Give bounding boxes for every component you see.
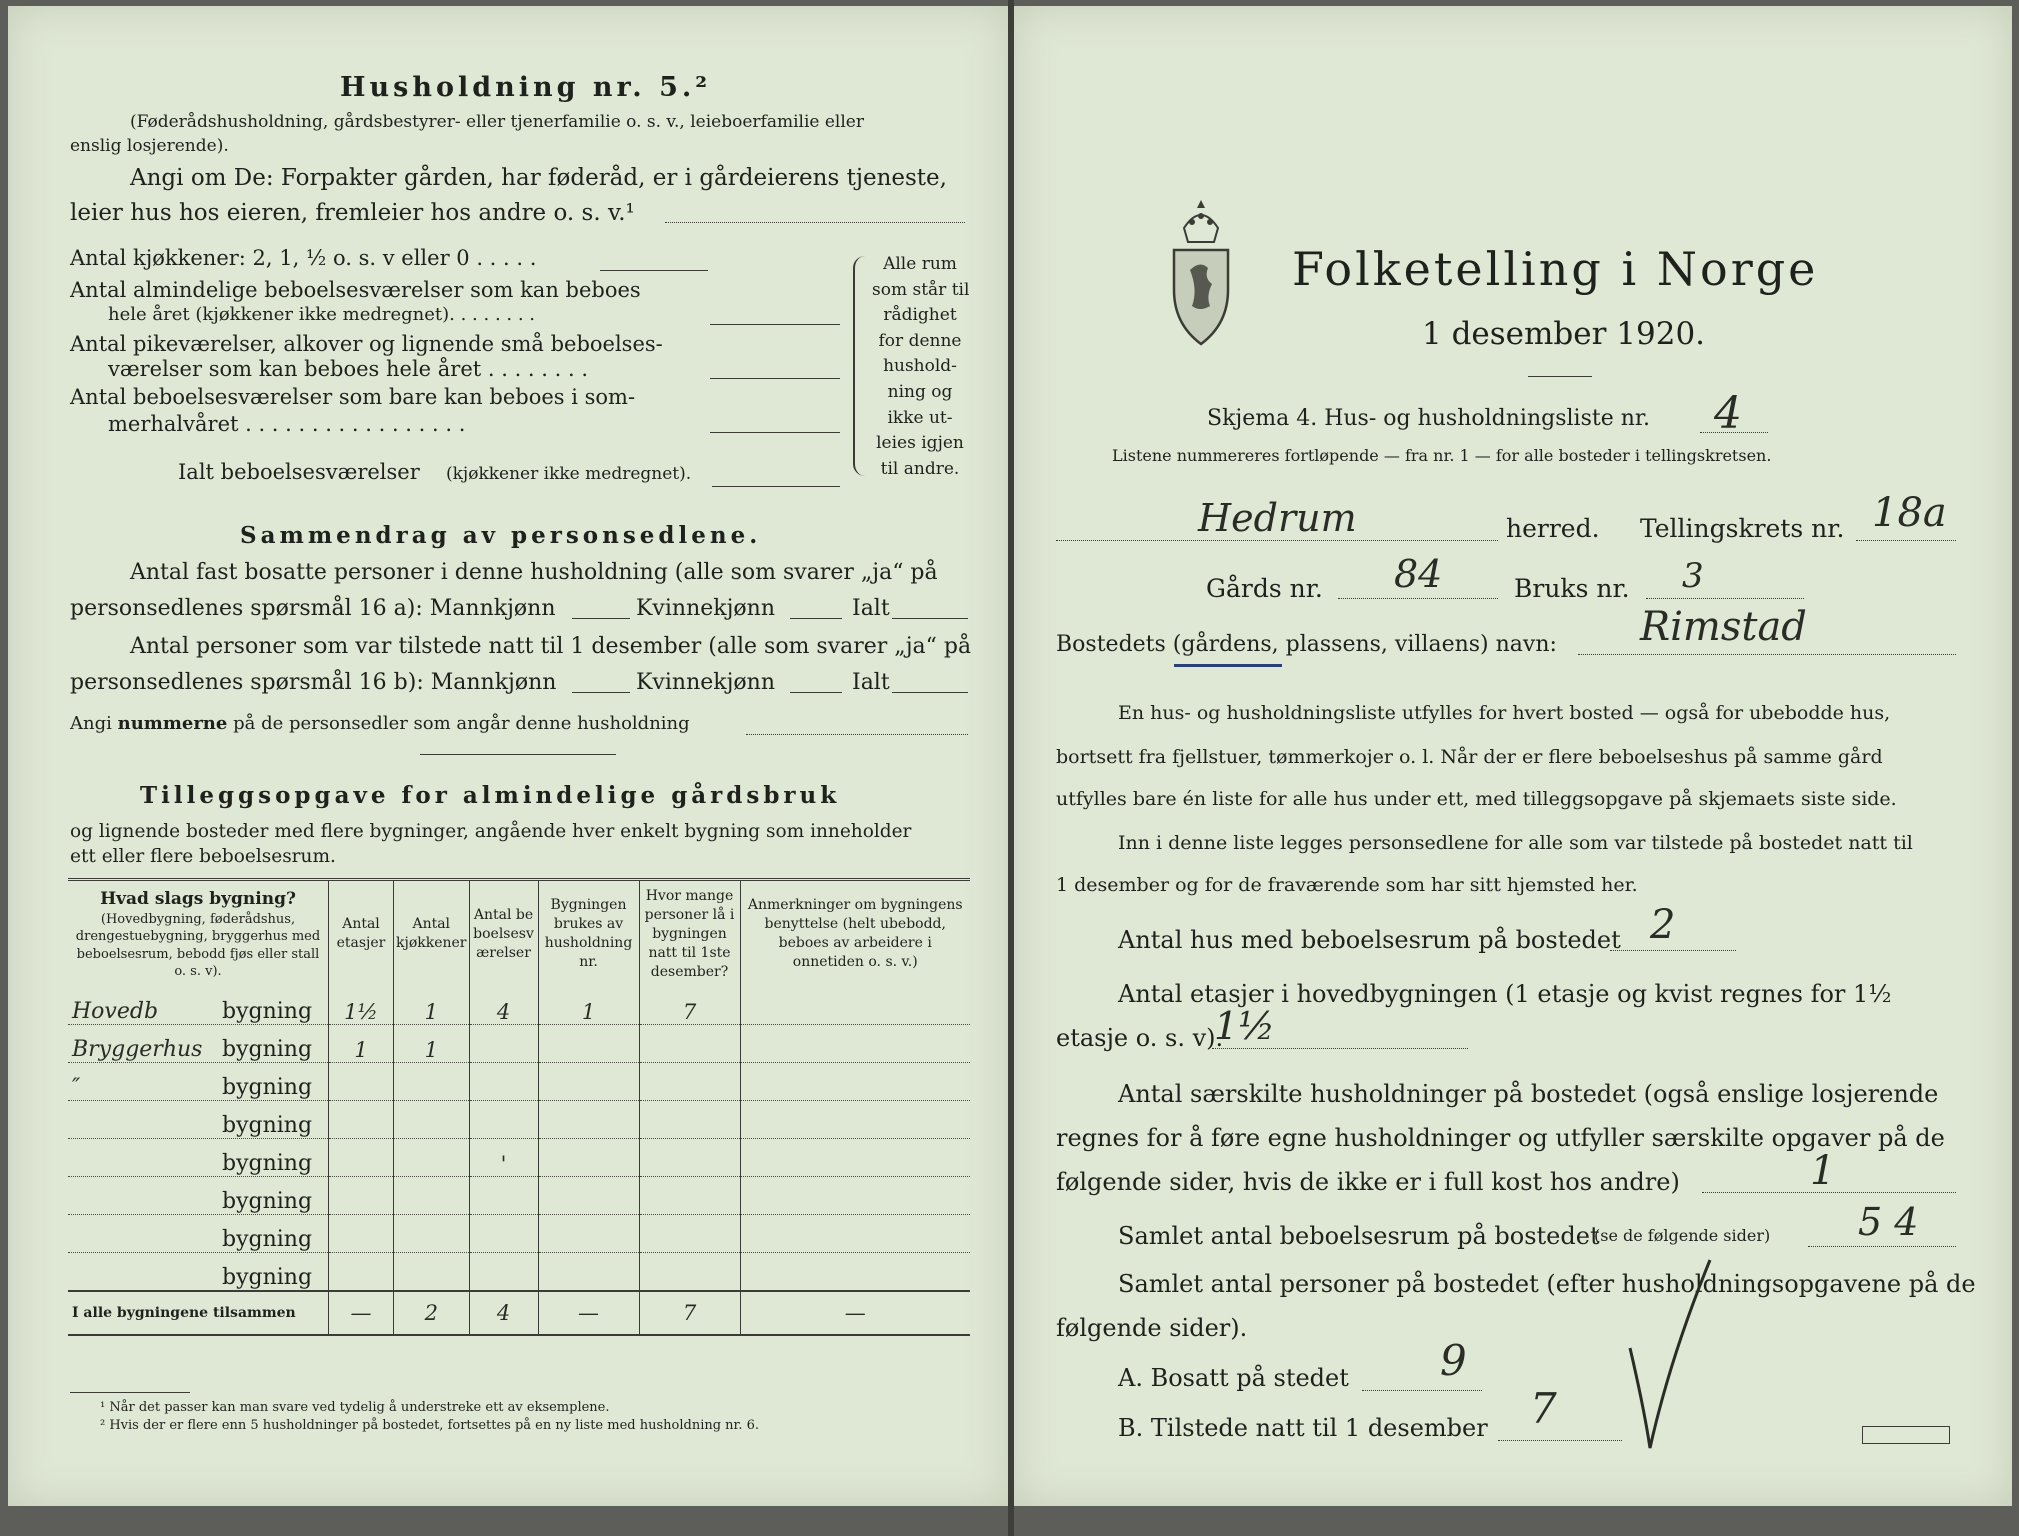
summary-resident-male-line xyxy=(572,618,630,619)
rooms-side-note xyxy=(872,252,968,482)
total-rooms-site-label: Samlet antal beboelsesrum på bostedet xyxy=(1118,1222,1600,1250)
footnote-1: ¹ Når det passer kan man svare ved tydelig å understreke ett av eksemplene. xyxy=(100,1400,610,1415)
cell-floors xyxy=(329,1139,394,1177)
cell-floors: 1½ xyxy=(329,987,394,1025)
schema-answer-line xyxy=(1700,432,1768,433)
footnote-rule xyxy=(70,1392,190,1393)
cell-persons xyxy=(639,1215,740,1253)
cell-rooms xyxy=(469,1101,538,1139)
floors-label-1: Antal etasjer i hovedbygningen (1 etasje og kvist regnes for 1½ xyxy=(1118,980,1892,1008)
header-building-type xyxy=(68,880,329,988)
total-kitchens: 2 xyxy=(394,1291,470,1335)
building-suffix: bygning xyxy=(222,1075,313,1101)
tenancy-answer-line xyxy=(665,222,965,223)
printer-stamp xyxy=(1862,1426,1950,1444)
total-remarks: — xyxy=(740,1291,970,1335)
tenancy-question-2: leier hus hos eieren, fremleier hos andre o. s. v.¹ xyxy=(70,200,635,226)
cell-persons xyxy=(639,1025,740,1063)
building-type-cell xyxy=(68,1025,329,1063)
cell-rooms xyxy=(469,1177,538,1215)
table-row xyxy=(68,987,970,1025)
section-divider xyxy=(420,754,616,755)
total-row xyxy=(68,1291,970,1335)
households-label-2: regnes for å føre egne husholdninger og utfyller særskilte opgaver på de xyxy=(1056,1124,1945,1152)
maid-rooms-answer-line xyxy=(710,378,840,379)
header-building-type-sub: (Hovedbygning, føderådshus, drengestuebygning, bryggerhus med beboelsesrum, bebodd fjøs eller stall o. s. v). xyxy=(75,911,321,980)
cell-kitchens xyxy=(394,1139,470,1177)
supplement-text-2: ett eller flere beboelsesrum. xyxy=(70,846,336,867)
side-note-line: leies igjen xyxy=(876,433,964,454)
checkmark-icon xyxy=(1624,1258,1714,1458)
schema-value: 4 xyxy=(1714,388,1742,439)
houses-value: 2 xyxy=(1650,902,1676,948)
summary-present-female-line xyxy=(790,692,842,693)
total-persons-label-1: Samlet antal personer på bostedet (efter husholdningsopgavene på de xyxy=(1118,1270,1976,1298)
building-type-cell xyxy=(68,1177,329,1215)
floors-answer-line xyxy=(1212,1048,1468,1049)
summary-numbers-answer-line xyxy=(746,734,968,735)
cell-persons: 7 xyxy=(639,987,740,1025)
building-type-cell xyxy=(68,987,329,1025)
summary-resident-female-label: Kvinnekjønn xyxy=(636,596,775,621)
summary-present-total-label: Ialt xyxy=(852,670,890,695)
resident-value: 9 xyxy=(1440,1336,1467,1385)
numbering-note: Listene nummereres fortløpende — fra nr. 1 — for alle bosteder i tellingskretsen. xyxy=(1112,446,1772,465)
cell-kitchens xyxy=(394,1063,470,1101)
total-rooms-site-note: (se de følgende sider) xyxy=(1594,1226,1771,1245)
bosted-label: Bostedets (gårdens, plassens, villaens) navn: xyxy=(1056,632,1557,657)
tenancy-question-1: Angi om De: Forpakter gården, har føderåd, er i gårdeierens tjeneste, xyxy=(130,165,947,191)
instructions-1: En hus- og husholdningsliste utfylles for hvert bosted — også for ubebodde hus, xyxy=(1118,702,1891,724)
total-rooms-site-value: 5 4 xyxy=(1858,1200,1919,1244)
present-answer-line xyxy=(1498,1440,1622,1441)
summary-resident-line-1: Antal fast bosatte personer i denne husholdning (alle som svarer „ja“ på xyxy=(130,560,938,585)
cell-kitchens xyxy=(394,1101,470,1139)
side-note-line: rådighet xyxy=(883,305,957,326)
supplement-heading: Tilleggsopgave for almindelige gårdsbruk xyxy=(140,782,841,809)
cell-remarks xyxy=(740,1101,970,1139)
ordinary-rooms-label-2: hele året (kjøkkener ikke medregnet). . . . . . . . xyxy=(108,304,535,325)
header-persons: Hvor mange personer lå i bygningen natt til 1ste desember? xyxy=(639,880,740,988)
cell-hh xyxy=(538,1101,639,1139)
cell-persons xyxy=(639,1253,740,1292)
cell-kitchens xyxy=(394,1177,470,1215)
cell-floors xyxy=(329,1253,394,1292)
cell-hh xyxy=(538,1215,639,1253)
summary-present-total-line xyxy=(892,692,968,693)
total-persons: 7 xyxy=(639,1291,740,1335)
total-floors: — xyxy=(329,1291,394,1335)
houses-answer-line xyxy=(1610,950,1736,951)
cell-remarks xyxy=(740,1215,970,1253)
census-title: Folketelling i Norge xyxy=(1292,242,1819,296)
rooms-brace xyxy=(853,256,865,476)
summary-resident-female-line xyxy=(790,618,842,619)
header-remarks: Anmerkninger om bygningens benyttelse (helt ubebodd, beboes av arbeidere i onnetiden o. s. v.) xyxy=(740,880,970,988)
table-row xyxy=(68,1063,970,1101)
gards-answer-line xyxy=(1338,598,1498,599)
building-suffix: bygning xyxy=(222,1037,313,1063)
total-hh: — xyxy=(538,1291,639,1335)
footnote-2: ² Hvis der er flere enn 5 husholdninger på bostedet, fortsettes på en ny liste med husholdning nr. 6. xyxy=(100,1418,760,1433)
households-value: 1 xyxy=(1810,1148,1836,1194)
summary-heading: Sammendrag av personsedlene. xyxy=(240,522,762,549)
summary-present-male-label: personsedlenes spørsmål 16 b): Mannkjønn xyxy=(70,670,557,695)
total-rooms-note: (kjøkkener ikke medregnet). xyxy=(446,464,692,484)
side-note-line: ikke ut- xyxy=(887,407,953,428)
total-rooms-site-answer-line xyxy=(1808,1246,1956,1247)
census-date: 1 desember 1920. xyxy=(1422,316,1706,352)
resident-answer-line xyxy=(1362,1390,1482,1391)
table-row xyxy=(68,1253,970,1292)
summary-resident-total-line xyxy=(892,618,968,619)
total-label: I alle bygningene tilsammen xyxy=(68,1291,329,1335)
maid-rooms-label-2: værelser som kan beboes hele året . . . . . . . . xyxy=(108,357,588,381)
summary-numbers-text: på de personsedler som angår denne husholdning xyxy=(233,713,690,734)
building-type-cell xyxy=(68,1101,329,1139)
summer-rooms-label-2: merhalvåret . . . . . . . . . . . . . . . . . xyxy=(108,412,466,436)
table-row xyxy=(68,1215,970,1253)
kitchens-label: Antal kjøkkener: 2, 1, ½ o. s. v eller 0 . . . . . xyxy=(70,246,537,270)
instructions-5: 1 desember og for de fraværende som har sitt hjemsted her. xyxy=(1056,874,1638,896)
bruks-value: 3 xyxy=(1682,556,1704,596)
cell-floors: 1 xyxy=(329,1025,394,1063)
building-type-cell xyxy=(68,1215,329,1253)
instructions-3: utfylles bare én liste for alle hus under ett, med tilleggsopgave på skjemaets siste side. xyxy=(1056,788,1897,810)
building-suffix: bygning xyxy=(222,1189,313,1215)
resident-label: A. Bosatt på stedet xyxy=(1118,1364,1349,1392)
cell-rooms xyxy=(469,1063,538,1101)
cell-floors xyxy=(329,1215,394,1253)
building-suffix: bygning xyxy=(222,1265,313,1291)
building-suffix: bygning xyxy=(222,999,313,1025)
households-label-1: Antal særskilte husholdninger på bostedet (også enslige losjerende xyxy=(1118,1080,1939,1108)
gards-label: Gårds nr. xyxy=(1206,574,1323,603)
building-suffix: bygning xyxy=(222,1151,313,1177)
summary-numbers-emphasis: nummerne xyxy=(117,713,228,734)
building-name: Bryggerhus xyxy=(72,1037,203,1063)
krets-value: 18a xyxy=(1872,490,1947,536)
household-title: Husholdning nr. 5.² xyxy=(340,72,712,103)
building-name: Hovedb xyxy=(72,999,159,1025)
header-kitchens: Antal kjøkkener xyxy=(394,880,470,988)
cell-rooms: 4 xyxy=(469,987,538,1025)
building-type-cell xyxy=(68,1253,329,1292)
header-floors: Antal etasjer xyxy=(329,880,394,988)
supplement-text-1: og lignende bosteder med flere bygninger, angående hver enkelt bygning som inneholder xyxy=(70,821,912,842)
norwegian-coat-of-arms-icon xyxy=(1170,200,1232,348)
instructions-2: bortsett fra fjellstuer, tømmerkojer o. l. Når der er flere beboelseshus på samme gård xyxy=(1056,746,1883,768)
cell-floors xyxy=(329,1101,394,1139)
herred-value: Hedrum xyxy=(1198,496,1357,540)
summer-rooms-answer-line xyxy=(710,432,840,433)
cell-rooms: ' xyxy=(469,1139,538,1177)
bruks-label: Bruks nr. xyxy=(1514,574,1630,603)
bosted-answer-line xyxy=(1578,654,1956,655)
bruks-answer-line xyxy=(1646,598,1804,599)
total-rooms-label: Ialt beboelsesværelser xyxy=(178,460,420,484)
building-name: ″ xyxy=(72,1075,81,1101)
summary-present-male-line xyxy=(572,692,630,693)
total-persons-label-2: følgende sider). xyxy=(1056,1314,1248,1342)
household-intro-1: (Føderådshusholdning, gårdsbestyrer- eller tjenerfamilie o. s. v., leieboerfamilie eller xyxy=(130,112,864,132)
schema-label: Skjema 4. Hus- og husholdningsliste nr. xyxy=(1207,406,1650,431)
herred-answer-line xyxy=(1056,540,1498,541)
cell-rooms xyxy=(469,1215,538,1253)
cell-remarks xyxy=(740,1139,970,1177)
cell-kitchens xyxy=(394,1215,470,1253)
cell-hh xyxy=(538,1139,639,1177)
table-row xyxy=(68,1177,970,1215)
total-rooms: 4 xyxy=(469,1291,538,1335)
cell-floors xyxy=(329,1177,394,1215)
bosted-value: Rimstad xyxy=(1640,604,1807,650)
building-type-cell xyxy=(68,1063,329,1101)
summary-present-female-label: Kvinnekjønn xyxy=(636,670,775,695)
side-note-line: Alle rum xyxy=(883,254,957,274)
herred-label: herred. xyxy=(1506,514,1600,543)
ordinary-rooms-label-1: Antal almindelige beboelsesværelser som kan beboes xyxy=(70,278,641,302)
gards-value: 84 xyxy=(1394,552,1443,596)
building-type-cell xyxy=(68,1139,329,1177)
header-used-by: Bygningen brukes av husholdning nr. xyxy=(538,880,639,988)
side-note-line: som står til xyxy=(872,279,970,300)
floors-value: 1½ xyxy=(1214,1004,1276,1048)
buildings-table xyxy=(68,878,970,1336)
cell-kitchens: 1 xyxy=(394,987,470,1025)
side-note-line: ning og xyxy=(887,381,953,402)
summary-numbers-line xyxy=(70,713,690,734)
cell-remarks xyxy=(740,1063,970,1101)
side-note-line: hushold- xyxy=(883,356,957,377)
households-answer-line xyxy=(1702,1192,1956,1193)
header-building-type-title: Hvad slags bygning? xyxy=(100,888,296,909)
cell-hh xyxy=(538,1025,639,1063)
cell-persons xyxy=(639,1101,740,1139)
cell-floors xyxy=(329,1063,394,1101)
present-value: 7 xyxy=(1530,1384,1557,1433)
cell-hh xyxy=(538,1063,639,1101)
household-intro-2: enslig losjerende). xyxy=(70,136,229,156)
houses-label: Antal hus med beboelsesrum på bostedet xyxy=(1118,926,1621,954)
cell-kitchens: 1 xyxy=(394,1025,470,1063)
krets-answer-line xyxy=(1856,540,1956,541)
cell-rooms xyxy=(469,1253,538,1292)
table-row xyxy=(68,1025,970,1063)
households-label-3: følgende sider, hvis de ikke er i full kost hos andre) xyxy=(1056,1168,1680,1196)
cell-hh xyxy=(538,1253,639,1292)
side-note-line: til andre. xyxy=(880,458,960,479)
gardens-underline xyxy=(1174,664,1282,667)
cell-remarks xyxy=(740,1253,970,1292)
header-rooms: Antal beboelsesværelser xyxy=(469,880,538,988)
floors-label-2: etasje o. s. v). xyxy=(1056,1024,1224,1052)
title-divider xyxy=(1528,376,1592,377)
cell-rooms xyxy=(469,1025,538,1063)
krets-label: Tellingskrets nr. xyxy=(1640,514,1845,543)
cell-persons xyxy=(639,1063,740,1101)
summary-resident-male-label: personsedlenes spørsmål 16 a): Mannkjønn xyxy=(70,596,556,621)
present-label: B. Tilstede natt til 1 desember xyxy=(1118,1414,1488,1442)
cell-remarks xyxy=(740,1177,970,1215)
cell-hh: 1 xyxy=(538,987,639,1025)
ordinary-rooms-answer-line xyxy=(710,324,840,325)
summary-resident-total-label: Ialt xyxy=(852,596,890,621)
cell-hh xyxy=(538,1177,639,1215)
page-fold xyxy=(1008,0,1014,1536)
cell-remarks xyxy=(740,987,970,1025)
instructions-4: Inn i denne liste legges personsedlene for alle som var tilstede på bostedet natt til xyxy=(1118,832,1913,854)
summary-numbers-text: Angi xyxy=(70,713,112,734)
side-note-line: for denne xyxy=(878,330,962,351)
summary-present-line-1: Antal personer som var tilstede natt til 1 desember (alle som svarer „ja“ på xyxy=(130,634,972,659)
cell-kitchens xyxy=(394,1253,470,1292)
table-row xyxy=(68,1101,970,1139)
cell-persons xyxy=(639,1177,740,1215)
cell-remarks xyxy=(740,1025,970,1063)
building-suffix: bygning xyxy=(222,1227,313,1253)
table-row xyxy=(68,1139,970,1177)
building-suffix: bygning xyxy=(222,1113,313,1139)
kitchens-answer-line xyxy=(600,270,708,271)
maid-rooms-label-1: Antal pikeværelser, alkover og lignende små beboelses- xyxy=(70,332,663,356)
cell-persons xyxy=(639,1139,740,1177)
total-rooms-answer-line xyxy=(712,486,840,487)
summer-rooms-label-1: Antal beboelsesværelser som bare kan beboes i som- xyxy=(70,385,636,409)
